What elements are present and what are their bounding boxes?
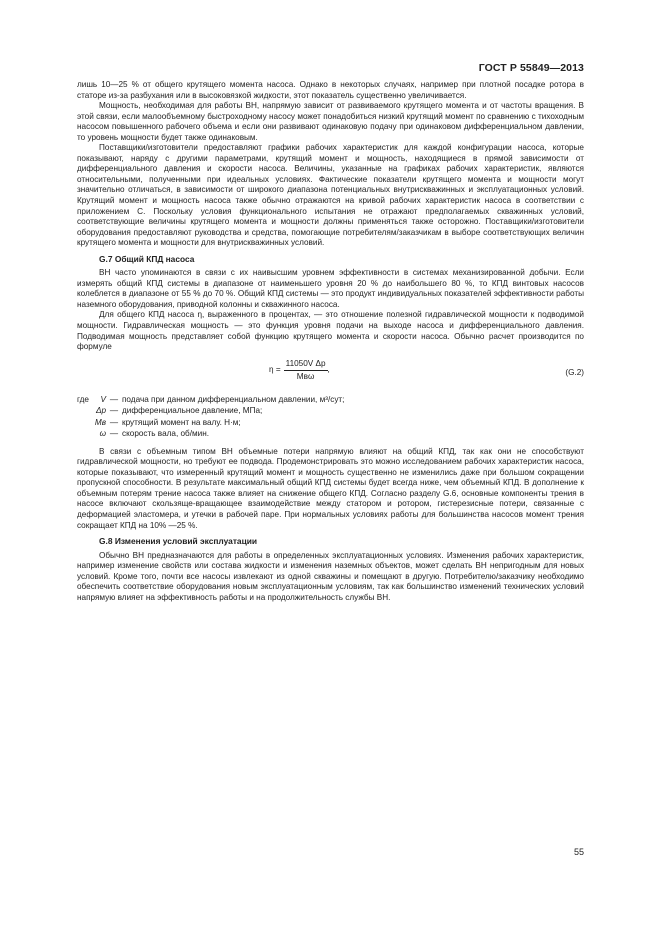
- legend-description: скорость вала, об/мин.: [122, 429, 210, 439]
- document-body: [77, 80, 584, 603]
- page-number: 55: [573, 847, 584, 857]
- legend-row: [77, 418, 584, 430]
- section-g8-heading: G.8 Изменения условий эксплуатации: [99, 536, 258, 547]
- document-standard-id: ГОСТ Р 55849—2013: [478, 62, 584, 74]
- section-g8-paragraph: Обычно ВН предназначаются для работы в определенных эксплуатационных условиях. Изменения рабочих характеристик, например изменение свойств или состава жидкости и изменения наземных объектов, может сделать ВН непригодным для новых условий. Кроме того, почти все насосы извлекают из одной скважины и помещают в другую. Потребителю/заказчику необходимо обеспечить соответствие оборудования новым эксплуатационным условиям, так как большинство изменений технических условий напрямую влияет на эффективность работы и на продолжительность службы ВН.: [77, 550, 584, 602]
- section-g7-paragraph-3: В связи с объемным типом ВН объемные потери напрямую влияют на общий КПД, так как они не способствуют гидравлической мощности, но требуют ее подвода. Продемонстрировать это можно исследованием рабочих характеристик насоса, которые показывают, что измеренный крутящий момент и мощность существенно не изменились даже при большом сокращении пропускной способности. В результате максимальный общий КПД системы будет всегда ниже, чем объемный КПД. В дополнение к объемным потерям трение насоса также влияет на снижение общего КПД. Согласно разделу G.6, основные компоненты трения в насосе включают скользяще-вращающее взаимодействие между статором и ротором, гистерезисные потери, связанные с деформацией эластомера, и утечки в рабочей паре. При нормальных условиях работы для большинства насосов момент трения сокращает КПД на 10% —25 %.: [77, 446, 584, 530]
- formula-lhs: η =: [269, 365, 281, 375]
- legend-row: [77, 395, 584, 407]
- formula-numerator: 11050V Δp: [284, 359, 328, 372]
- legend-dash: —: [109, 394, 119, 404]
- formula-legend: [77, 395, 584, 441]
- paragraph-top-3: Поставщики/изготовители предоставляют графики рабочих характеристик для каждой конфигурации насоса, которые показывают, наряду с другими параметрами, крутящий момент и мощность, находящиеся в прямой зависимости от дифференциального давления и скорости насоса. Величины, указанные на графиках рабочих характеристик, являются относительными, полученными при идеальных условиях. Фактические показатели крутящего момента и мощности могут значительно отличаться, в зависимости от широкого диапазона потенциальных внутрискважинных и эксплуатационных условий. Крутящий момент и мощность насоса также обычно отражаются на кривой рабочих характеристик насоса в соответствии с приложением C. Поскольку условия функционального испытания не отражают предполагаемых скважинных условий, соответствующие величины крутящего момента и мощности должны применяться также осторожно. Поставщики/изготовители оборудования предоставляют руководства и средства, помогающие потребителям/заказчикам в выборе соответствующих величин крутящего момента и мощности для внутрискважинных условий.: [77, 143, 584, 248]
- formula-number: (G.2): [565, 367, 584, 377]
- legend-description: крутящий момент на валу. Н·м;: [122, 417, 241, 427]
- legend-lead: где: [77, 394, 89, 404]
- section-g7-paragraph-1: ВН часто упоминаются в связи с их наивысшим уровнем эффективности в системах механизированной добычи. Если измерять общий КПД системы в диапазоне от наименьшего уровня 20 % до наибольшего 80 %, то КПД винтовых насосов колеблется в диапазоне от 55 % до 70 %. Общий КПД системы — это продукт индивидуальных показателей эффективности работы наземного оборудования, приводной колонны и скважинного насоса.: [77, 268, 584, 309]
- legend-symbol: Δp: [95, 406, 106, 416]
- legend-row: [77, 429, 584, 441]
- legend-description: дифференциальное давление, МПа;: [122, 406, 263, 416]
- formula-suffix: ,: [327, 365, 330, 375]
- section-g7-paragraph-2: Для общего КПД насоса η, выраженного в процентах, — это отношение полезной гидравлической мощности к подводимой мощности. Гидравлическая мощность — это функция уровня подачи на выходе насоса и дифференциального давления. Подводимая мощность представляет собой функцию крутящего момента и скорости насоса. Обычно расчет производится по формуле: [77, 310, 584, 352]
- formula-denominator: Mвω: [296, 372, 315, 382]
- section-g7-heading: G.7 Общий КПД насоса: [99, 253, 195, 264]
- legend-symbol: V: [100, 394, 106, 404]
- legend-description: подача при данном дифференциальном давлении, м³/сут;: [122, 394, 345, 404]
- legend-dash: —: [109, 417, 119, 427]
- formula-g2: [77, 359, 584, 389]
- legend-symbol: ω: [99, 429, 106, 439]
- legend-dash: —: [109, 406, 119, 416]
- legend-symbol: Mв: [94, 417, 106, 427]
- paragraph-top-2: Мощность, необходимая для работы ВН, напрямую зависит от развиваемого крутящего момента и от частоты вращения. В этой связи, если малообъемному быстроходному насосу может понадобиться низкий крутящий момент по сравнению с тихоходным насосом повышенного рабочего объема и если они развивают одинаковую подачу при одинаковом дифференциальном давлении, то уровень мощности будет также одинаковым.: [77, 101, 584, 142]
- legend-dash: —: [109, 429, 119, 439]
- paragraph-top-1: лишь 10—25 % от общего крутящего момента насоса. Однако в некоторых случаях, например при плотной посадке ротора в статоре из-за разбухания или в высоковязкой жидкости, этот показатель существенно увеличивается.: [77, 80, 584, 100]
- legend-row: [77, 406, 584, 418]
- formula-fraction: [284, 359, 328, 383]
